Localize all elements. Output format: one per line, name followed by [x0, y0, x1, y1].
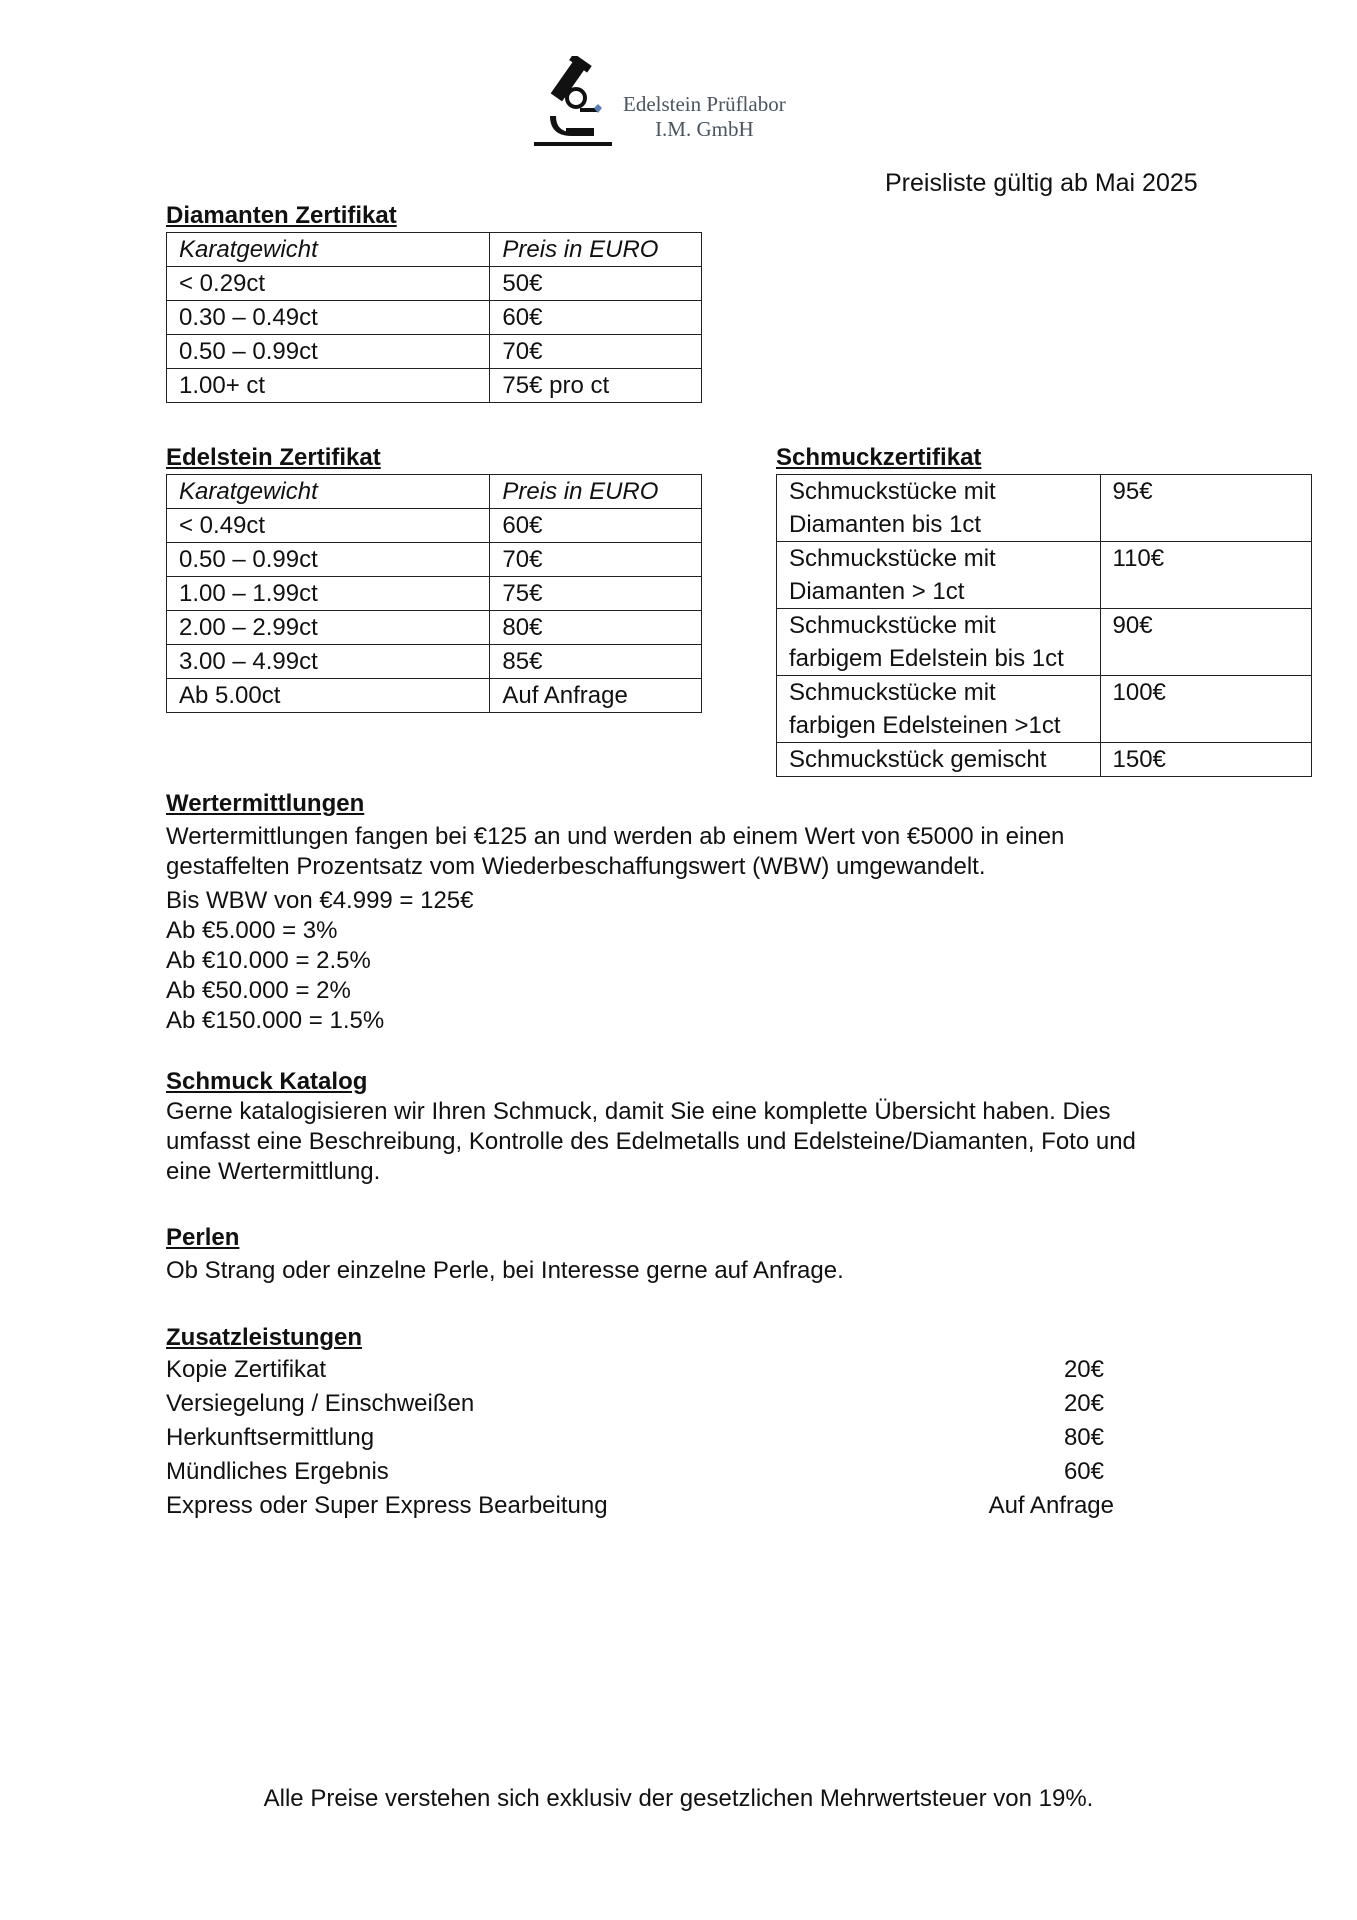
- cell-karat: 0.50 – 0.99ct: [167, 335, 490, 369]
- edelstein-title: Edelstein Zertifikat: [166, 444, 381, 471]
- line: farbigen Edelsteinen >1ct: [789, 712, 1061, 739]
- cell-preis: 90€: [1100, 609, 1312, 676]
- table-header-row: [167, 233, 702, 267]
- table-row: [777, 542, 1312, 609]
- cell-karat: 0.30 – 0.49ct: [167, 301, 490, 335]
- tier-line: Ab €5.000 = 3%: [166, 917, 338, 944]
- tier-line: Bis WBW von €4.999 = 125€: [166, 887, 474, 914]
- cell-karat: 1.00 – 1.99ct: [167, 577, 490, 611]
- cell-preis: 60€: [490, 509, 702, 543]
- zusatz-item-label: Mündliches Ergebnis: [166, 1458, 389, 1485]
- table-row: [167, 577, 702, 611]
- katalog-line: umfasst eine Beschreibung, Kontrolle des Edelmetalls und Edelsteine/Diamanten, Foto und: [166, 1128, 1136, 1155]
- edelstein-table: [166, 474, 702, 713]
- cell-karat: 0.50 – 0.99ct: [167, 543, 490, 577]
- cell-beschreibung: [777, 609, 1101, 676]
- diamanten-table: [166, 232, 702, 403]
- logo-line1: Edelstein Prüflabor: [623, 92, 786, 116]
- table-row: [777, 609, 1312, 676]
- line: Schmuckstücke mit: [789, 478, 996, 505]
- katalog-title: Schmuck Katalog: [166, 1068, 368, 1095]
- cell-beschreibung: [777, 542, 1101, 609]
- cell-preis: 85€: [490, 645, 702, 679]
- zusatz-title: Zusatzleistungen: [166, 1324, 363, 1351]
- line: Schmuckstücke mit: [789, 612, 996, 639]
- cell-beschreibung: [777, 475, 1101, 542]
- table-row: [777, 475, 1312, 542]
- schmuck-table: [776, 474, 1312, 777]
- line: Schmuckstücke mit: [789, 545, 996, 572]
- wert-title: Wertermittlungen: [166, 790, 365, 817]
- tier-line: Ab €10.000 = 2.5%: [166, 947, 371, 974]
- cell-preis: 100€: [1100, 676, 1312, 743]
- table-row: [167, 679, 702, 713]
- zusatz-item-price: 60€: [1063, 1458, 1104, 1485]
- katalog-line: Gerne katalogisieren wir Ihren Schmuck, damit Sie eine komplette Übersicht haben. Dies: [166, 1098, 1111, 1125]
- col-header-karat: Karatgewicht: [167, 233, 490, 267]
- zusatz-item-price: 80€: [1063, 1424, 1104, 1451]
- zusatz-item-label: Herkunftsermittlung: [166, 1424, 375, 1451]
- zusatz-item-label: Kopie Zertifikat: [166, 1356, 327, 1383]
- cell-karat: Ab 5.00ct: [167, 679, 490, 713]
- table-row: [167, 509, 702, 543]
- cell-preis: 60€: [490, 301, 702, 335]
- table-row: [777, 676, 1312, 743]
- wert-text-line: Wertermittlungen fangen bei €125 an und werden ab einem Wert von €5000 in einen: [166, 823, 1065, 850]
- katalog-line: eine Wertermittlung.: [166, 1158, 381, 1185]
- table-row: [167, 335, 702, 369]
- zusatz-item-label: Versiegelung / Einschweißen: [166, 1390, 475, 1417]
- microscope-icon: [528, 56, 628, 156]
- cell-beschreibung: [777, 743, 1101, 777]
- cell-karat: < 0.29ct: [167, 267, 490, 301]
- zusatz-item-price: 20€: [1063, 1356, 1104, 1383]
- cell-preis: Auf Anfrage: [490, 679, 702, 713]
- line: farbigem Edelstein bis 1ct: [789, 645, 1064, 672]
- tier-line: Ab €50.000 = 2%: [166, 977, 351, 1004]
- zusatz-item-price: 20€: [1063, 1390, 1104, 1417]
- footer-vat-note: Alle Preise verstehen sich exklusiv der gesetzlichen Mehrwertsteuer von 19%.: [263, 1785, 1094, 1812]
- katalog-text: [166, 1097, 1136, 1187]
- schmuck-title: Schmuckzertifikat: [776, 444, 982, 471]
- cell-preis: 70€: [490, 543, 702, 577]
- line: Diamanten > 1ct: [789, 578, 965, 605]
- col-header-karat: Karatgewicht: [167, 475, 490, 509]
- cell-karat: 2.00 – 2.99ct: [167, 611, 490, 645]
- company-logo: [528, 56, 838, 156]
- diamanten-title: Diamanten Zertifikat: [166, 202, 397, 229]
- cell-preis: 75€: [490, 577, 702, 611]
- table-row: [167, 267, 702, 301]
- cell-beschreibung: [777, 676, 1101, 743]
- table-row: [167, 611, 702, 645]
- table-row: [167, 301, 702, 335]
- cell-karat: < 0.49ct: [167, 509, 490, 543]
- validity-note: Preisliste gültig ab Mai 2025: [885, 169, 1198, 197]
- col-header-preis: Preis in EURO: [490, 475, 702, 509]
- cell-preis: 50€: [490, 267, 702, 301]
- tier-line: Ab €150.000 = 1.5%: [166, 1007, 385, 1034]
- logo-line2: I.M. GmbH: [655, 117, 754, 141]
- table-row: [167, 543, 702, 577]
- cell-karat: 1.00+ ct: [167, 369, 490, 403]
- cell-preis: 75€ pro ct: [490, 369, 702, 403]
- cell-preis: 110€: [1100, 542, 1312, 609]
- perlen-title: Perlen: [166, 1224, 240, 1251]
- zusatz-item-price: Auf Anfrage: [988, 1492, 1114, 1519]
- zusatz-item-label: Express oder Super Express Bearbeitung: [166, 1492, 608, 1519]
- wert-description: [166, 822, 1064, 882]
- wert-text-line: gestaffelten Prozentsatz vom Wiederbeschaffungswert (WBW) umgewandelt.: [166, 853, 986, 880]
- logo-text: [623, 92, 786, 142]
- table-row: [167, 369, 702, 403]
- cell-preis: 95€: [1100, 475, 1312, 542]
- table-row: [167, 645, 702, 679]
- cell-preis: 150€: [1100, 743, 1312, 777]
- perlen-text: Ob Strang oder einzelne Perle, bei Interesse gerne auf Anfrage.: [166, 1257, 844, 1284]
- line: Diamanten bis 1ct: [789, 511, 982, 538]
- table-header-row: [167, 475, 702, 509]
- line: Schmuckstück gemischt: [789, 746, 1047, 773]
- cell-preis: 80€: [490, 611, 702, 645]
- table-row: [777, 743, 1312, 777]
- cell-karat: 3.00 – 4.99ct: [167, 645, 490, 679]
- col-header-preis: Preis in EURO: [490, 233, 702, 267]
- wert-tiers: [166, 886, 474, 1036]
- cell-preis: 70€: [490, 335, 702, 369]
- line: Schmuckstücke mit: [789, 679, 996, 706]
